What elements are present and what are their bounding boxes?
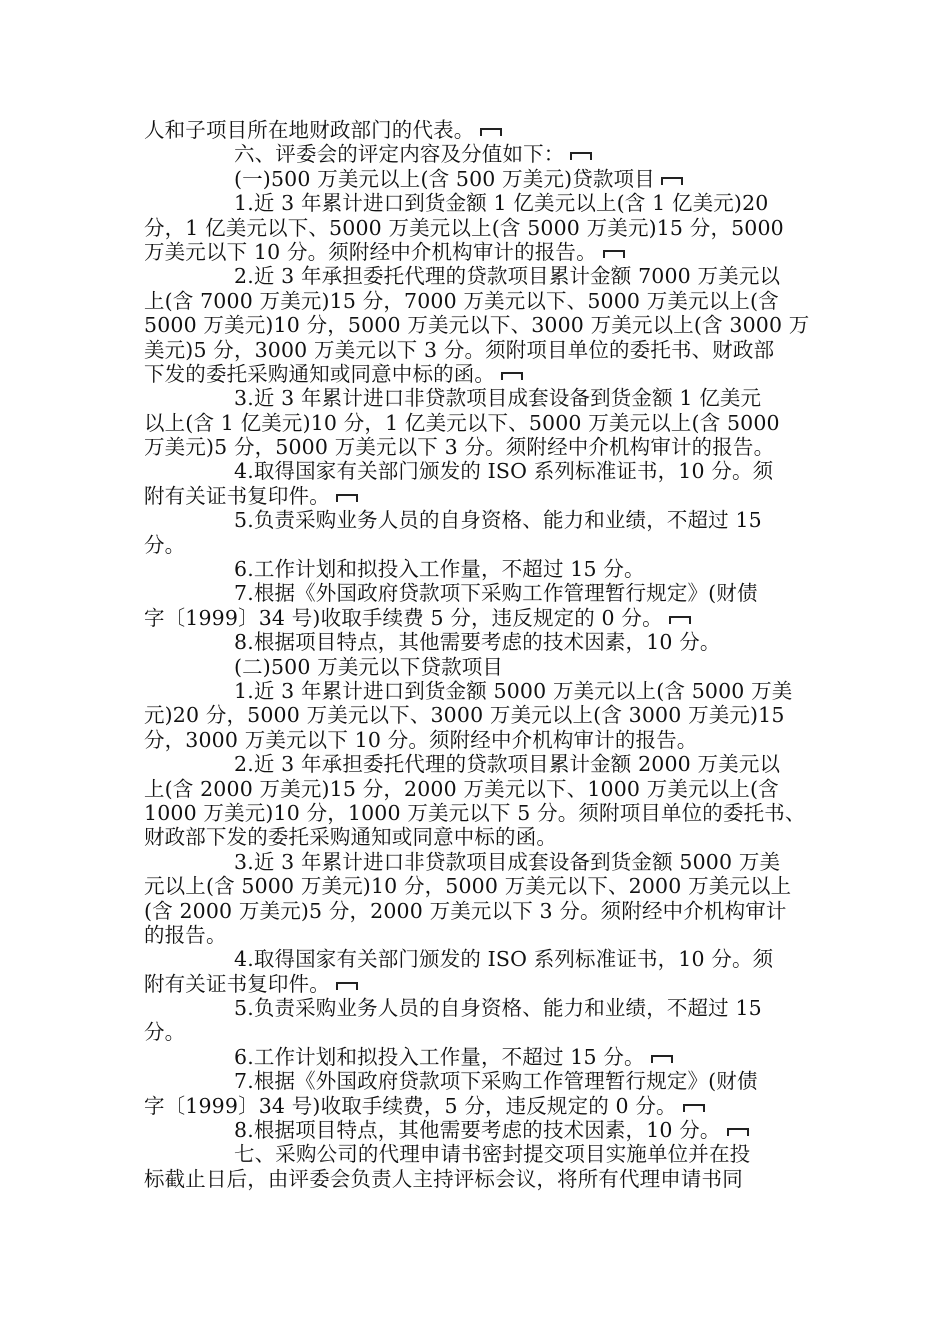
paragraph-return-icon — [570, 152, 592, 160]
line-text: 分。 — [144, 1020, 186, 1045]
text-line — [144, 338, 816, 362]
text-line — [144, 655, 816, 679]
line-text: 美元)5 分，3000 万美元以下 3 分。须附项目单位的委托书、财政部 — [144, 337, 775, 362]
line-text: 2.近 3 年承担委托代理的贷款项目累计金额 7000 万美元以 — [234, 264, 781, 289]
text-line — [144, 777, 816, 801]
paragraph-return-icon — [336, 494, 358, 502]
paragraph-return-icon — [669, 616, 691, 624]
text-line — [144, 167, 816, 191]
text-line — [144, 1094, 816, 1118]
line-text: 5000 万美元)10 分，5000 万美元以下、3000 万美元以上(含 3000 万 — [144, 313, 810, 338]
text-line — [144, 240, 816, 264]
text-line — [144, 411, 816, 435]
line-text: 财政部下发的委托采购通知或同意中标的函。 — [144, 825, 557, 850]
line-text: 以上(含 1 亿美元)10 分，1 亿美元以下、5000 万美元以上(含 5000 — [144, 410, 780, 435]
text-line — [144, 484, 816, 508]
text-line — [144, 752, 816, 776]
line-text: 6.工作计划和拟投入工作量，不超过 15 分。 — [234, 1044, 645, 1069]
text-line — [144, 508, 816, 532]
line-text: 标截止日后，由评委会负责人主持评标会议，将所有代理申请书同 — [144, 1166, 743, 1191]
text-line — [144, 581, 816, 605]
line-text: 元)20 分，5000 万美元以下、3000 万美元以上(含 3000 万美元)15 — [144, 703, 785, 728]
text-line — [144, 362, 816, 386]
line-text: 分。 — [144, 532, 186, 557]
line-text: 下发的委托采购通知或同意中标的函。 — [144, 361, 496, 386]
paragraph-return-icon — [501, 372, 523, 380]
text-line — [144, 874, 816, 898]
paragraph-return-icon — [683, 1104, 705, 1112]
line-text: 5.负责采购业务人员的自身资格、能力和业绩，不超过 15 — [234, 996, 762, 1021]
line-text: 万美元)5 分，5000 万美元以下 3 分。须附经中介机构审计的报告。 — [144, 435, 775, 460]
text-line — [144, 1118, 816, 1142]
line-text: 3.近 3 年累计进口非贷款项目成套设备到货金额 1 亿美元 — [234, 386, 762, 411]
paragraph-return-icon — [603, 250, 625, 258]
text-line — [144, 825, 816, 849]
line-text: 分，3000 万美元以下 10 分。须附经中介机构审计的报告。 — [144, 727, 698, 752]
line-text: 的报告。 — [144, 922, 227, 947]
line-text: 5.负责采购业务人员的自身资格、能力和业绩，不超过 15 — [234, 508, 762, 533]
text-line — [144, 996, 816, 1020]
text-line — [144, 679, 816, 703]
line-text: 1000 万美元)10 分，1000 万美元以下 5 分。须附项目单位的委托书、 — [144, 800, 806, 825]
line-text: 1.近 3 年累计进口到货金额 5000 万美元以上(含 5000 万美 — [234, 678, 793, 703]
text-line — [144, 264, 816, 288]
line-text: 万美元以下 10 分。须附经中介机构审计的报告。 — [144, 239, 597, 264]
line-text: 分，1 亿美元以下、5000 万美元以上(含 5000 万美元)15 分，5000 — [144, 215, 784, 240]
text-line — [144, 1142, 816, 1166]
text-line — [144, 386, 816, 410]
line-text: 6.工作计划和拟投入工作量，不超过 15 分。 — [234, 557, 645, 582]
text-line — [144, 801, 816, 825]
text-line — [144, 606, 816, 630]
line-text: 字〔1999〕34 号)收取手续费 5 分，违反规定的 0 分。 — [144, 605, 663, 630]
line-text: 3.近 3 年累计进口非贷款项目成套设备到货金额 5000 万美 — [234, 849, 781, 874]
text-line — [144, 216, 816, 240]
text-line — [144, 850, 816, 874]
line-text: 人和子项目所在地财政部门的代表。 — [144, 118, 475, 142]
text-line — [144, 118, 816, 142]
line-text: 字〔1999〕34 号)收取手续费，5 分，违反规定的 0 分。 — [144, 1093, 677, 1118]
line-text: (含 2000 万美元)5 分，2000 万美元以下 3 分。须附经中介机构审计 — [144, 898, 787, 923]
line-text: 附有关证书复印件。 — [144, 483, 330, 508]
document-body — [144, 118, 816, 1191]
line-text: (一)500 万美元以上(含 500 万美元)贷款项目 — [234, 166, 655, 191]
line-text: (二)500 万美元以下贷款项目 — [234, 654, 504, 679]
line-text: 上(含 7000 万美元)15 分，7000 万美元以下、5000 万美元以上(含 — [144, 288, 779, 313]
line-text: 七、采购公司的代理申请书密封提交项目实施单位并在投 — [234, 1142, 751, 1167]
text-line — [144, 191, 816, 215]
paragraph-return-icon — [651, 1055, 673, 1063]
line-text: 2.近 3 年承担委托代理的贷款项目累计金额 2000 万美元以 — [234, 752, 781, 777]
text-line — [144, 703, 816, 727]
text-line — [144, 728, 816, 752]
text-line — [144, 1167, 816, 1191]
line-text: 元以上(含 5000 万美元)10 分，5000 万美元以下、2000 万美元以上 — [144, 874, 792, 899]
text-line — [144, 459, 816, 483]
paragraph-return-icon — [480, 128, 502, 136]
text-line — [144, 1069, 816, 1093]
line-text: 7.根据《外国政府贷款项下采购工作管理暂行规定》(财债 — [234, 1069, 758, 1094]
text-line — [144, 533, 816, 557]
paragraph-return-icon — [661, 177, 683, 185]
text-line — [144, 899, 816, 923]
text-line — [144, 630, 816, 654]
line-text: 六、评委会的评定内容及分值如下： — [234, 142, 565, 167]
line-text: 8.根据项目特点，其他需要考虑的技术因素，10 分。 — [234, 630, 721, 655]
text-line — [144, 142, 816, 166]
paragraph-return-icon — [727, 1128, 749, 1136]
text-line — [144, 435, 816, 459]
paragraph-return-icon — [336, 982, 358, 990]
line-text: 上(含 2000 万美元)15 分，2000 万美元以下、1000 万美元以上(含 — [144, 776, 779, 801]
text-line — [144, 923, 816, 947]
line-text: 4.取得国家有关部门颁发的 ISO 系列标准证书，10 分。须 — [234, 459, 774, 484]
line-text: 7.根据《外国政府贷款项下采购工作管理暂行规定》(财债 — [234, 581, 758, 606]
text-line — [144, 1020, 816, 1044]
text-line — [144, 313, 816, 337]
line-text: 附有关证书复印件。 — [144, 971, 330, 996]
text-line — [144, 972, 816, 996]
line-text: 1.近 3 年累计进口到货金额 1 亿美元以上(含 1 亿美元)20 — [234, 191, 769, 216]
text-line — [144, 1045, 816, 1069]
text-line — [144, 947, 816, 971]
line-text: 8.根据项目特点，其他需要考虑的技术因素，10 分。 — [234, 1118, 721, 1143]
text-line — [144, 557, 816, 581]
line-text: 4.取得国家有关部门颁发的 ISO 系列标准证书，10 分。须 — [234, 947, 774, 972]
text-line — [144, 289, 816, 313]
